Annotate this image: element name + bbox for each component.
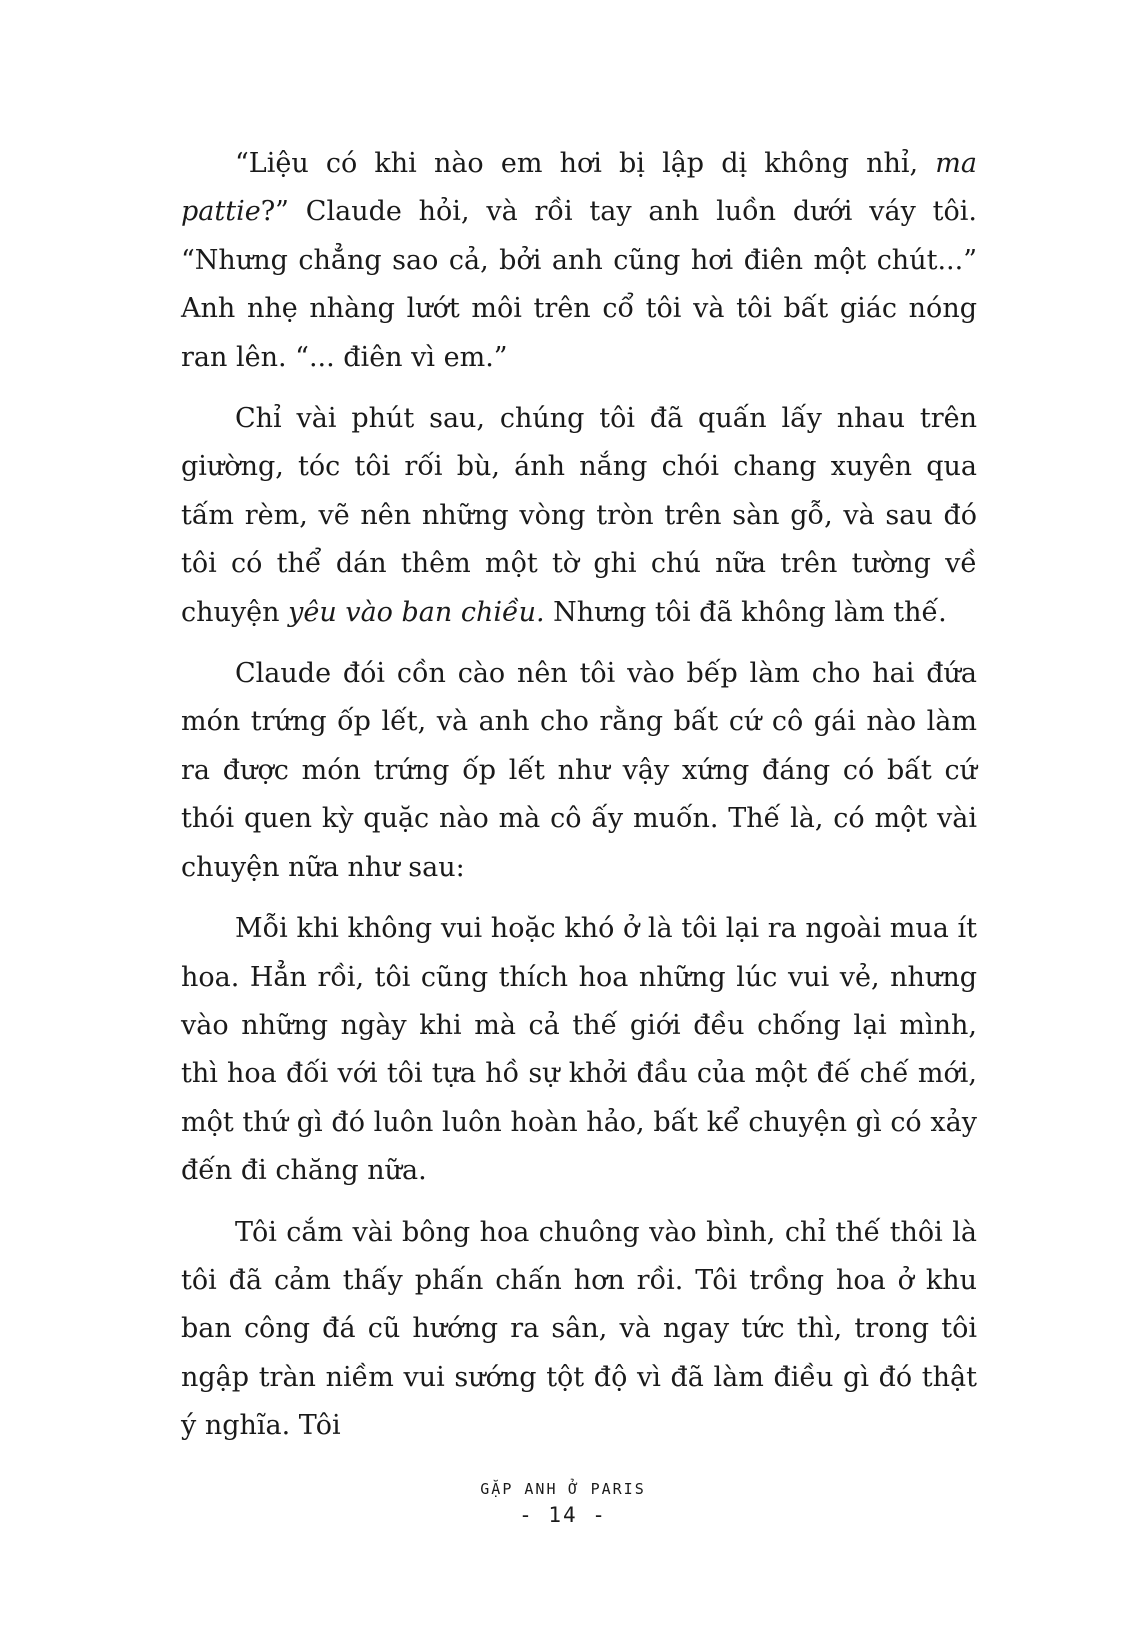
segment: Tôi cắm vài bông hoa chuông vào bình, chỉ thế thôi là tôi đã cảm thấy phấn chấn hơn rồi. Tôi trồng hoa ở khu ban công đá cũ hướng ra sân, và ngay tức thì, trong tôi ngập tràn niềm vui sướng tột độ vì đã làm điều gì đó thật ý nghĩa. Tôi: [181, 1216, 977, 1442]
segment: Chỉ vài phút sau, chúng tôi đã quấn lấy nhau trên giường, tóc tôi rối bù, ánh nắng chói chang xuyên qua tấm rèm, vẽ nên những vòng tròn trên sàn gỗ, và sau đó tôi có thể dán thêm một tờ ghi chú nữa trên tường về chuyện: [181, 403, 977, 628]
paragraph-2: [181, 395, 977, 637]
segment: ?” Claude hỏi, và rồi tay anh luồn dưới váy tôi. “Nhưng chẳng sao cả, bởi anh cũng hơi điên một chút...” Anh nhẹ nhàng lướt môi trên cổ tôi và tôi bất giác nóng ran lên. “... điên vì em.”: [181, 196, 977, 373]
paragraph-3: [181, 650, 977, 892]
paragraph-5: [181, 1209, 977, 1451]
italic-segment: ma pattie: [181, 148, 977, 228]
body-text: [181, 140, 977, 1451]
segment: Mỗi khi không vui hoặc khó ở là tôi lại ra ngoài mua ít hoa. Hẳn rồi, tôi cũng thích hoa những lúc vui vẻ, nhưng vào những ngày khi mà cả thế giới đều chống lại mình, thì hoa đối với tôi tựa hồ sự khởi đầu của một đế chế mới, một thứ gì đó luôn luôn hoàn hảo, bất kể chuyện gì có xảy đến đi chăng nữa.: [181, 913, 977, 1187]
segment: Nhưng tôi đã không làm thế.: [544, 596, 947, 628]
paragraph-1: [181, 140, 977, 382]
segment: “Liệu có khi nào em hơi bị lập dị không nhỉ,: [235, 148, 936, 179]
paragraph-4: [181, 905, 977, 1195]
italic-segment: yêu vào ban chiều.: [288, 596, 545, 628]
running-footer-title: GẶP ANH Ở PARIS: [480, 1480, 646, 1498]
segment: Claude đói cồn cào nên tôi vào bếp làm cho hai đứa món trứng ốp lết, và anh cho rằng bất cứ cô gái nào làm ra được món trứng ốp lết như vậy xứng đáng có bất cứ thói quen kỳ quặc nào mà cô ấy muốn. Thế là, có một vài chuyện nữa như sau:: [181, 658, 977, 883]
page-number: - 14 -: [519, 1503, 607, 1527]
